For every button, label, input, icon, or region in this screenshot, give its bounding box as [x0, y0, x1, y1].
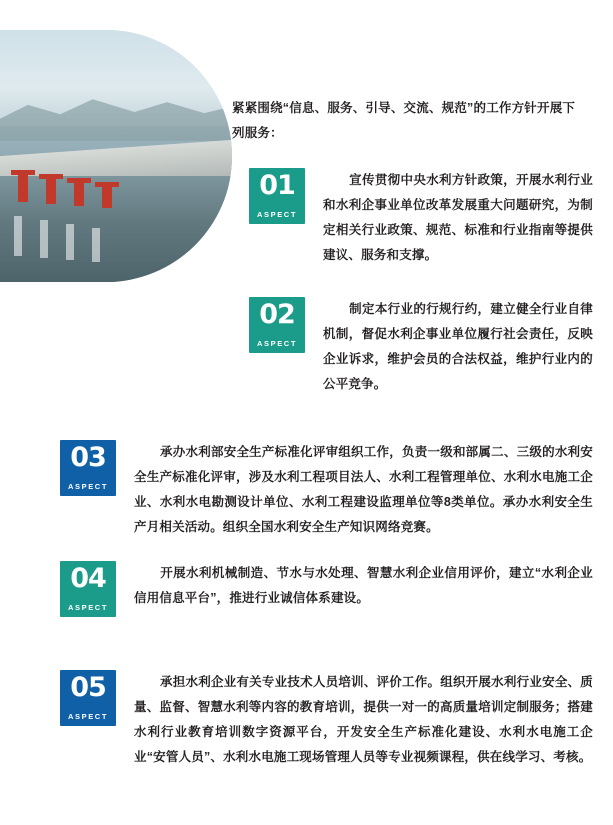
photo-crane [102, 182, 112, 208]
aspect-block-01 [249, 168, 593, 268]
aspect-number: 03 [70, 442, 106, 473]
aspect-text-body: 开展水利机械制造、节水与水处理、智慧水利企业信用评价，建立“水利企业信用信息平台”，推进行业诚信体系建设。 [134, 566, 593, 605]
aspect-badge-04 [60, 561, 116, 617]
aspect-number: 04 [70, 563, 106, 594]
aspect-badge-02 [249, 297, 305, 353]
aspect-block-04 [60, 561, 593, 617]
aspect-badge-05 [60, 670, 116, 726]
aspect-text-body: 承办水利部安全生产标准化评审组织工作，负责一级和部属二、三级的水利安全生产标准化评审，涉及水利工程项目法人、水利工程管理单位、水利水电施工企业、水利水电勘测设计单位、水利工程建设监理单位等8类单位。承办水利安全生产月相关活动。组织全国水利安全生产知识网络竞赛。 [134, 445, 593, 534]
aspect-badge-label: ASPECT [67, 482, 109, 491]
aspect-block-05 [60, 670, 593, 770]
header-photo [0, 30, 232, 282]
aspect-text [323, 168, 593, 268]
aspect-badge-label: ASPECT [256, 210, 298, 219]
photo-pillar [92, 228, 100, 262]
aspect-text [134, 561, 593, 611]
aspect-badge-label: ASPECT [256, 339, 298, 348]
aspect-badge-01 [249, 168, 305, 224]
photo-crane [18, 170, 28, 202]
photo-pillar [66, 224, 74, 260]
photo-water [0, 176, 232, 282]
intro-paragraph: 紧紧围绕“信息、服务、引导、交流、规范”的工作方针开展下列服务： [232, 101, 576, 140]
aspect-text [323, 297, 593, 397]
photo-pillar [14, 216, 22, 256]
aspect-text-body: 承担水利企业有关专业技术人员培训、评价工作。组织开展水利行业安全、质量、监督、智慧水利等内容的教育培训，提供一对一的高质量培训定制服务；搭建水利行业教育培训数字资源平台，开发安全生产标准化建设、水利水电施工企业“安管人员”、水利水电施工现场管理人员等专业视频课程，供在线学习、考核。 [134, 675, 593, 764]
photo-crane [46, 174, 56, 204]
aspect-number: 05 [70, 672, 106, 703]
aspect-badge-03 [60, 440, 116, 496]
photo-crane [74, 178, 84, 206]
aspect-number: 01 [259, 170, 295, 201]
aspect-text [134, 440, 593, 540]
aspect-text [134, 670, 593, 770]
aspect-badge-label: ASPECT [67, 712, 109, 721]
aspect-text-body: 制定本行业的行规行约，建立健全行业自律机制，督促水利企事业单位履行社会责任，反映企业诉求，维护会员的合法权益，维护行业内的公平竞争。 [323, 302, 593, 391]
photo-pillar [40, 220, 48, 258]
aspect-block-03 [60, 440, 593, 540]
aspect-badge-label: ASPECT [67, 603, 109, 612]
aspect-number: 02 [259, 299, 295, 330]
aspect-block-02 [249, 297, 593, 397]
aspect-text-body: 宣传贯彻中央水利方针政策，开展水利行业和水利企事业单位改革发展重大问题研究，为制定相关行业政策、规范、标准和行业指南等提供建议、服务和支撑。 [323, 173, 593, 262]
